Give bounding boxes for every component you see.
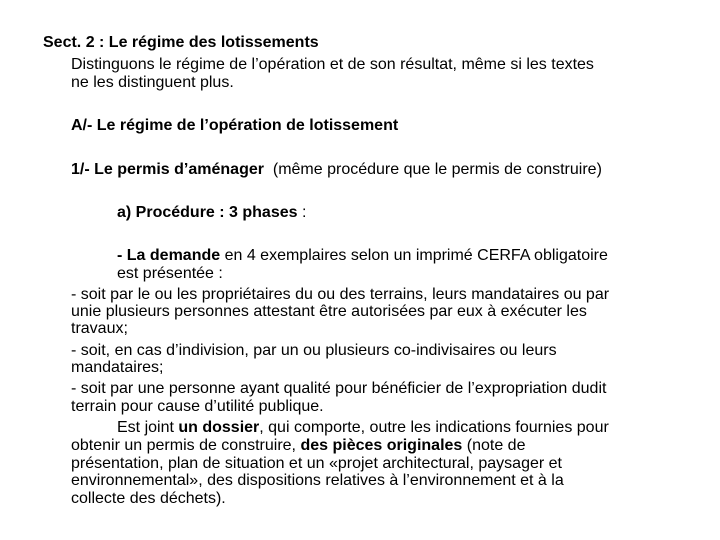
dossier-l2-bold: des pièces originales <box>300 437 463 454</box>
section-title: Sect. 2 : Le régime des lotissements <box>43 34 319 51</box>
dossier-line-3: présentation, plan de situation et un «projet architectural, paysager et <box>71 455 562 472</box>
dossier-line-4: environnemental», des dispositions relatives à l’environnement et à la <box>71 472 564 489</box>
heading-procedure-rest: : <box>297 204 307 221</box>
demande-line-2: est présentée : <box>117 265 223 282</box>
heading-1-bold: 1/- Le permis d’aménager <box>71 161 264 178</box>
dossier-l1-b: , qui comporte, outre les indications fournies pour <box>259 419 609 436</box>
intro-line-1: Distinguons le régime de l’opération et de son résultat, même si les textes <box>71 56 594 73</box>
heading-procedure-bold: a) Procédure : 3 phases <box>117 204 298 221</box>
list-item-3-line-2: terrain pour cause d’utilité publique. <box>71 398 324 415</box>
dossier-l2-b: (note de <box>462 437 526 454</box>
demande-rest: en 4 exemplaires selon un imprimé CERFA obligatoire <box>220 247 608 264</box>
heading-procedure <box>117 204 306 222</box>
list-item-1-line-1: - soit par le ou les propriétaires du ou des terrains, leurs mandataires ou par <box>71 286 610 303</box>
intro-line-2: ne les distinguent plus. <box>71 74 234 91</box>
list-item-1-line-3: travaux; <box>71 320 128 337</box>
list-item-2-line-2: mandataires; <box>71 359 164 376</box>
heading-a: A/- Le régime de l’opération de lotissement <box>71 117 399 134</box>
dossier-l1-bold: un dossier <box>178 419 260 436</box>
demande-bold: - La demande <box>117 247 221 264</box>
list-item-1-line-2: unie plusieurs personnes attestant être autorisées par eux à exécuter les <box>71 303 587 320</box>
dossier-l1-a: Est joint <box>117 419 179 436</box>
heading-1 <box>71 161 602 179</box>
heading-1-rest: (même procédure que le permis de construire) <box>272 161 602 178</box>
list-item-3-line-1: - soit par une personne ayant qualité pour bénéficier de l’expropriation dudit <box>71 380 607 397</box>
dossier-line-2 <box>71 437 525 455</box>
demande-line-1 <box>117 247 608 265</box>
list-item-2-line-1: - soit, en cas d’indivision, par un ou plusieurs co-indivisaires ou leurs <box>71 342 557 359</box>
dossier-line-1 <box>117 419 609 437</box>
dossier-l2-a: obtenir un permis de construire, <box>71 437 301 454</box>
dossier-line-5: collecte des déchets). <box>71 490 226 507</box>
